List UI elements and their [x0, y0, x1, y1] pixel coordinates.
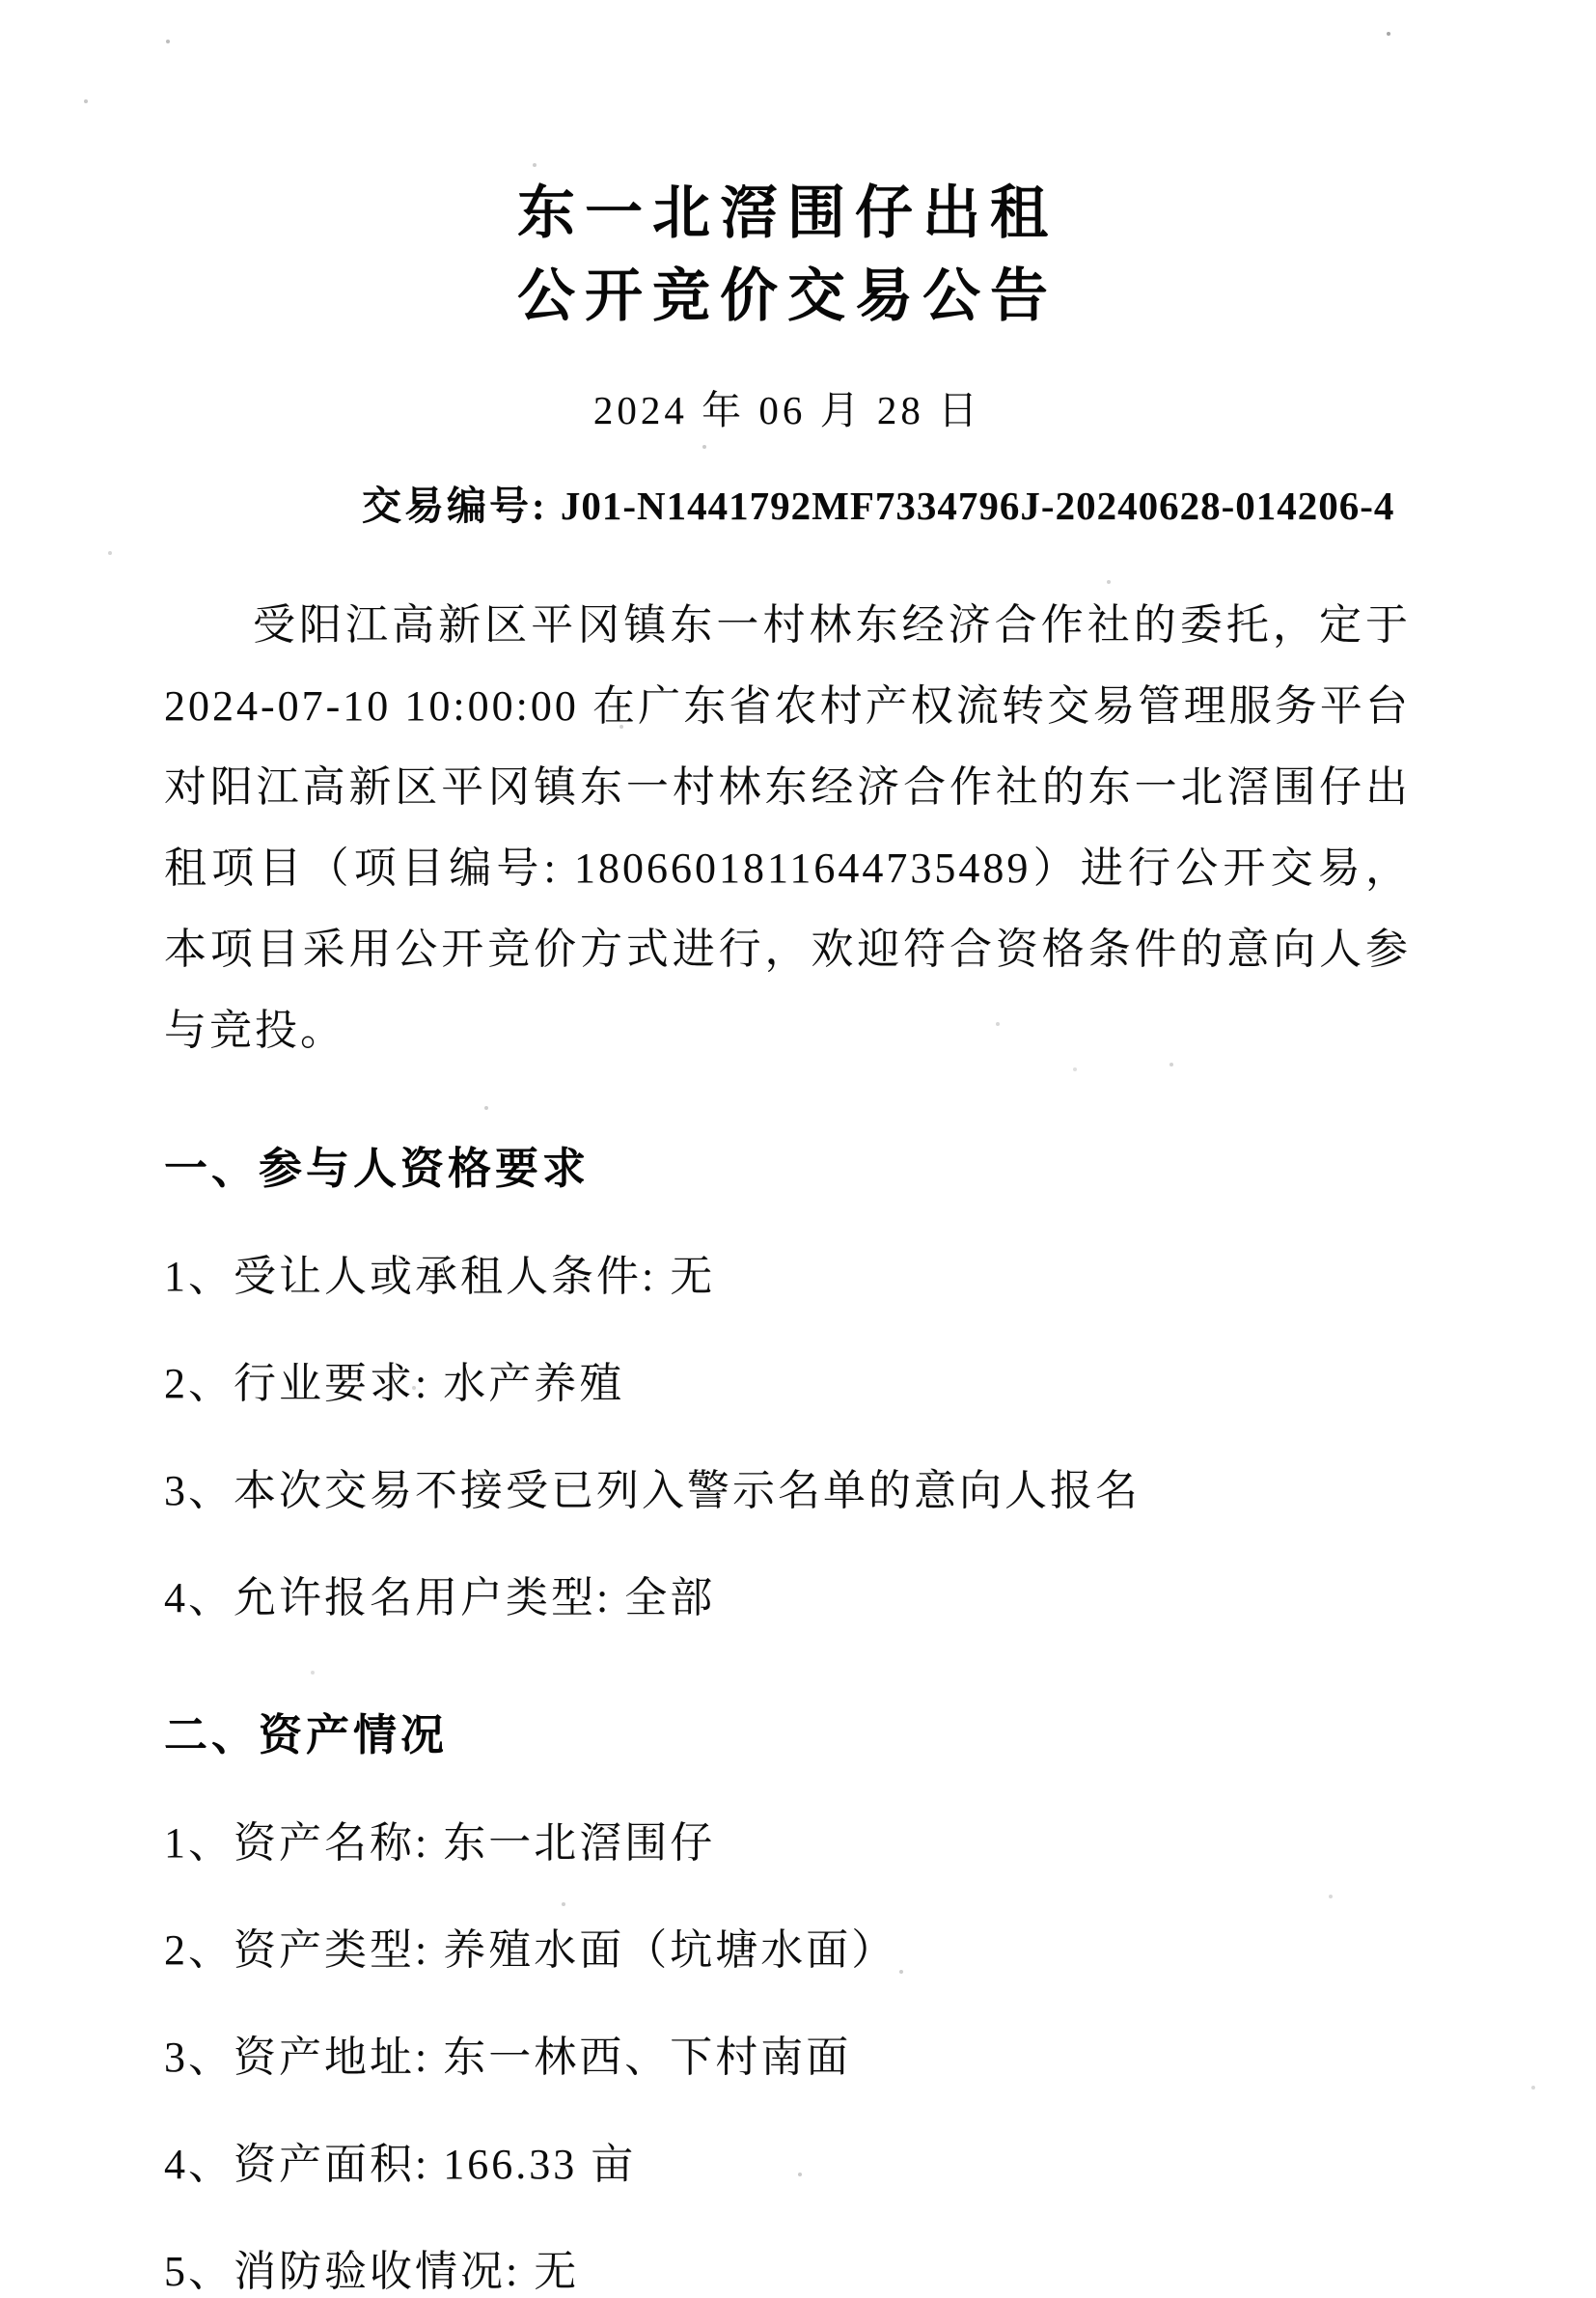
announcement-date: 2024 年 06 月 28 日 — [592, 388, 982, 432]
section-2-heading: 二、资产情况 — [164, 1710, 449, 1759]
document-title — [164, 172, 1411, 338]
section-2-item-5: 5、消防验收情况: 无 — [164, 2248, 580, 2295]
section-1-item-4: 4、允许报名用户类型: 全部 — [164, 1574, 716, 1621]
section-1-item-3: 3、本次交易不接受已列入警示名单的意向人报名 — [164, 1467, 1141, 1514]
intro-paragraph: 受阳江高新区平冈镇东一村林东经济合作社的委托，定于 2024-07-10 10:00:00 在广东省农村产权流转交易管理服务平台对阳江高新区平冈镇东一村林东经济合作社的东一北滘围仔出租项目（项目编号: 1806601811644735489）进行公开交易，本项目采用公开竞价方式进行，欢迎符合资格条件的意向人参与竞投。 — [164, 601, 1411, 1054]
section-2-item-2: 2、资产类型: 养殖水面（坑塘水面） — [164, 1926, 897, 1974]
document-title-line1: 东一北滘围仔出租 — [517, 180, 1058, 245]
section-2-item-3: 3、资产地址: 东一林西、下村南面 — [164, 2034, 852, 2081]
section-1-item-1: 1、受让人或承租人条件: 无 — [164, 1253, 716, 1300]
transaction-number-label: 交易编号: — [362, 484, 561, 528]
announcement-body — [164, 0, 1411, 2295]
section-1-item-2: 2、行业要求: 水产养殖 — [164, 1360, 625, 1407]
section-1-heading: 一、参与人资格要求 — [164, 1144, 591, 1193]
section-2-item-1: 1、资产名称: 东一北滘围仔 — [164, 1819, 716, 1867]
transaction-number-line — [164, 474, 1411, 531]
transaction-number-value: J01-N1441792MF7334796J-20240628-014206-4 — [560, 484, 1395, 528]
section-2-item-4: 4、资产面积: 166.33 亩 — [164, 2141, 637, 2188]
document-title-line2: 公开竞价交易公告 — [517, 263, 1058, 328]
